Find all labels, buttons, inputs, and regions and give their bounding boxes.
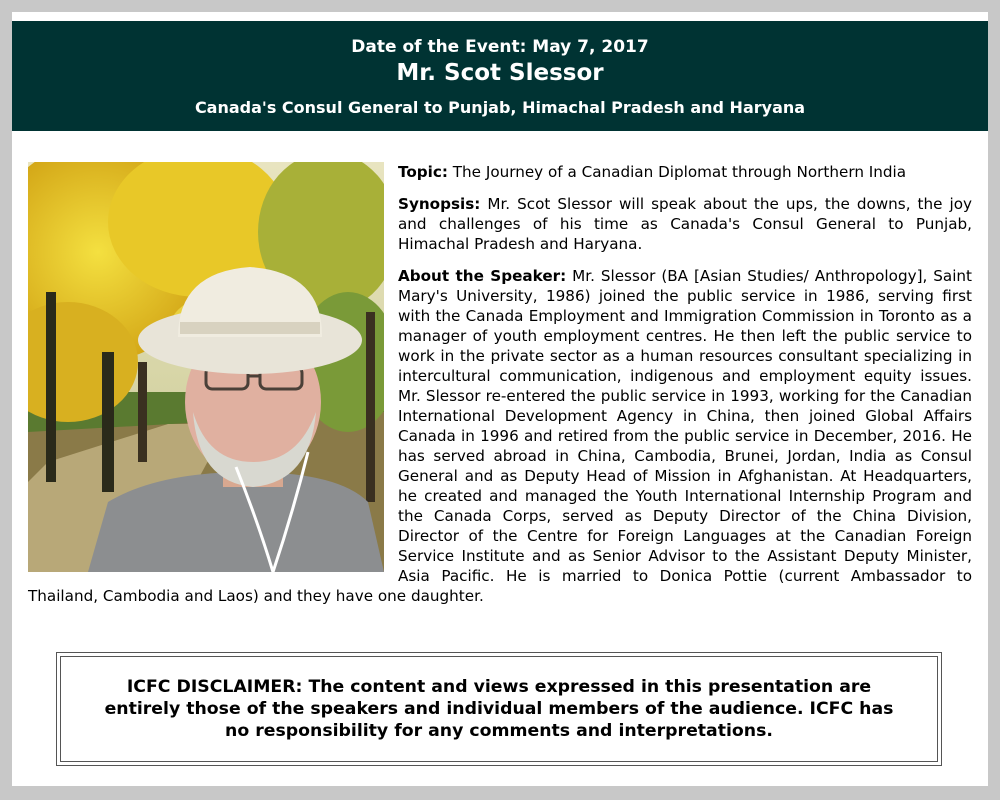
event-date: Date of the Event: May 7, 2017	[351, 37, 649, 57]
synopsis-label: Synopsis:	[398, 195, 481, 213]
header-banner	[12, 21, 988, 131]
disclaimer-text: ICFC DISCLAIMER: The content and views expressed in this presentation are entirely those of the speakers and individual members of the audience. ICFC has no responsibility for any comments and interpretations.	[60, 656, 938, 762]
speaker-name: Mr. Scot Slessor	[396, 60, 604, 86]
disclaimer-box	[56, 652, 942, 766]
speaker-photo	[28, 162, 384, 572]
speaker-role: Canada's Consul General to Punjab, Himachal Pradesh and Haryana	[194, 98, 806, 117]
event-flyer	[12, 12, 988, 786]
topic-label: Topic:	[398, 163, 448, 181]
topic-text: The Journey of a Canadian Diplomat through Northern India	[447, 163, 907, 181]
main-content	[28, 162, 972, 618]
about-text: Mr. Slessor (BA [Asian Studies/ Anthropology], Saint Mary's University, 1986) joined the public service in 1986, serving first with the Canada Employment and Immigration Commission in Toronto as a manager of youth employment centres. He then left the public service to work in the private sector as a human resources consultant specializing in intercultural communication, indigenous and employment equity issues. Mr. Slessor re-entered the public service in 1993, working for the Canadian International Development Agency in China, then joined Global Affairs Canada in 1996 and retired from the public service in December, 2016. He has served abroad in China, Cambodia, Brunei, Jordan, India as Consul General and as Deputy Head of Mission in Afghanistan. At Headquarters, he created and managed the Youth International Internship Program and the Canada Corps, served as Deputy Director of the China Division, Director of the Centre for Foreign Languages at the Canadian Foreign Service Institute and as Senior Advisor to the Assistant Deputy Minister, Asia Pacific. He is married to Donica Pottie (current Ambassador to Thailand, Cambodia and Laos) and they have one daughter.	[28, 267, 972, 605]
synopsis-text: Mr. Scot Slessor will speak about the ups, the downs, the joy and challenges of his time as Canada's Consul General to Punjab, Himachal Pradesh and Haryana.	[398, 195, 972, 253]
about-label: About the Speaker:	[398, 267, 567, 285]
